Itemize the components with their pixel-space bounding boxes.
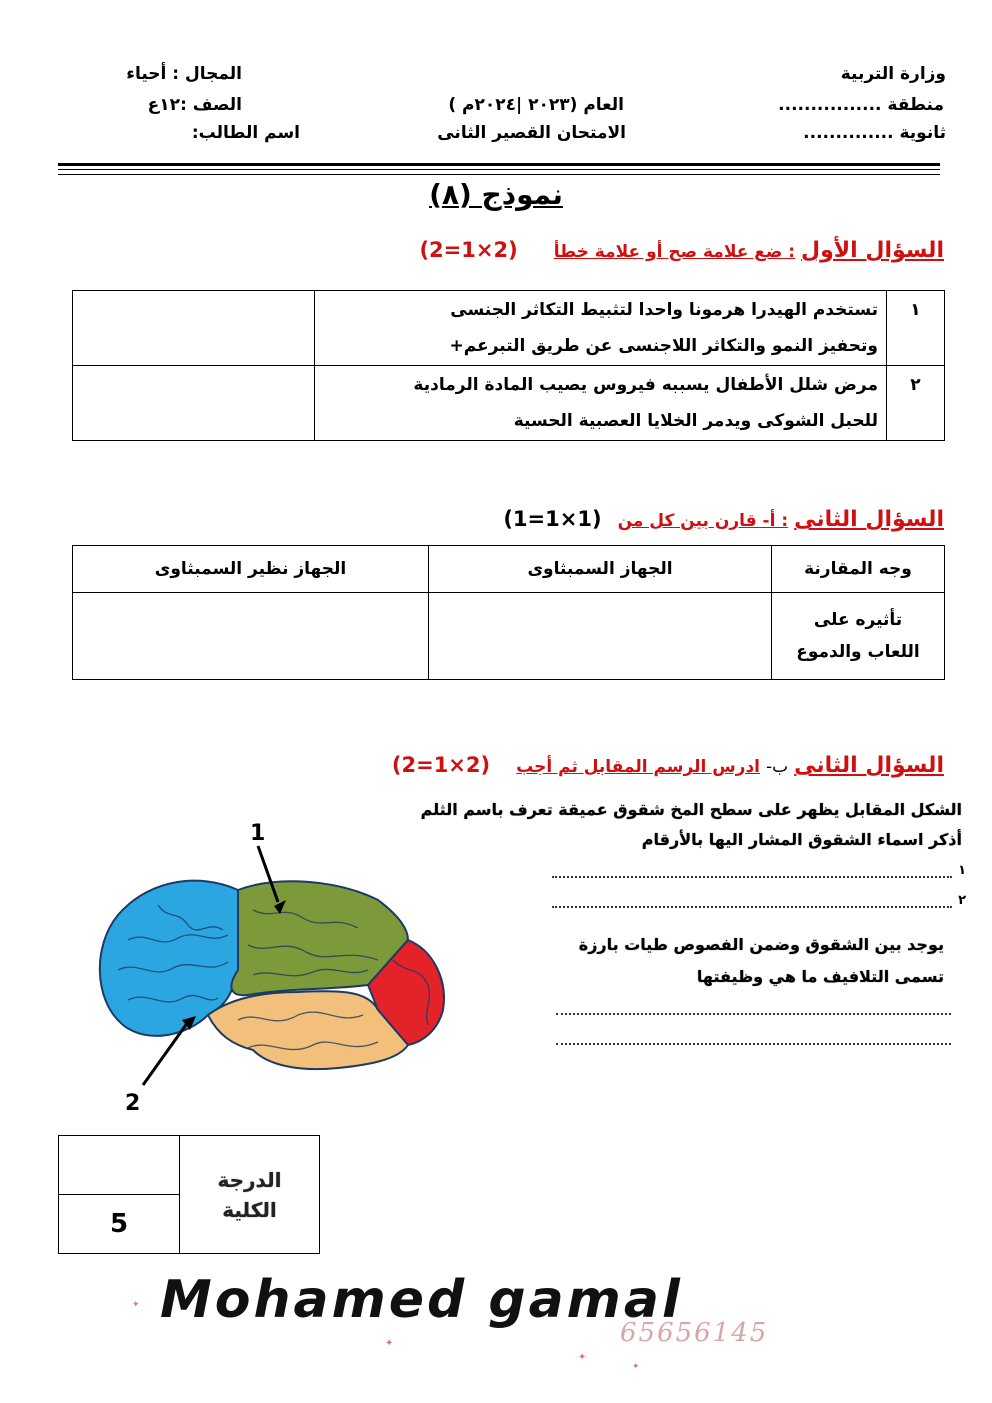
q2b-title: السؤال الثانى [794, 753, 944, 778]
table-row [73, 291, 945, 366]
grade-label: الصف :١٢ع [147, 95, 242, 115]
answer-cell[interactable] [73, 366, 315, 441]
grade-label-line: الكلية [222, 1197, 277, 1222]
row-label-line: اللعاب والدموع [796, 642, 920, 662]
comparison-table [72, 545, 945, 680]
statement-cell [315, 366, 887, 441]
q2b-text-1: الشكل المقابل يظهر على سطح المخ شقوق عميقة تعرف باسم الثلم [420, 800, 962, 819]
statement-line: وتحفيز النمو والتكاثر اللاجنسى عن طريق التبرعم+ [449, 336, 878, 356]
q2a-heading [503, 507, 944, 532]
q1-instruction: : ضع علامة صح أو علامة خطأ [553, 242, 796, 262]
table-row [73, 546, 945, 593]
brain-diagram [78, 810, 508, 1120]
school-label: ثانوية .............. [803, 123, 946, 143]
student-name-label: اسم الطالب: [191, 123, 300, 143]
grade-value: 5 [59, 1195, 180, 1254]
q2b-score: (2=1×2) [391, 753, 491, 777]
answer-cell[interactable] [73, 593, 429, 680]
row-label-cell [772, 593, 945, 680]
header-divider-thin [58, 169, 940, 170]
grade-box [58, 1135, 320, 1254]
q1-title: السؤال الأول [801, 238, 944, 263]
q2a-instruction: : أ- قارن بين كل من [617, 511, 789, 531]
header-divider [58, 163, 940, 166]
table-row [73, 366, 945, 441]
q1-table [72, 290, 945, 441]
q1-heading [419, 238, 944, 263]
q2b-prefix: ب- [766, 757, 789, 777]
answer-item-number: ٢ [958, 893, 966, 908]
model-title: نموذج (٨) [429, 178, 563, 211]
region-label: منطقة ................ [778, 95, 944, 115]
q2a-score: (1=1×1) [503, 507, 602, 531]
answer-line-4[interactable] [556, 1035, 951, 1045]
row-label-line: تأثيره على [813, 610, 903, 630]
header-cell: الجهاز السمبثاوى [429, 546, 772, 593]
grade-label-cell [180, 1136, 320, 1254]
header-divider-thin-2 [58, 174, 940, 175]
answer-item-number: ١ [958, 863, 966, 878]
q2b-text-4: تسمى التلافيف ما هي وظيفتها [696, 967, 944, 986]
diagram-label-1: 1 [250, 821, 266, 846]
q2b-instruction: ادرس الرسم المقابل ثم أجب [516, 757, 761, 777]
header-cell: وجه المقارنة [772, 546, 945, 593]
q1-score: (2=1×2) [419, 238, 518, 262]
exam-label: الامتحان القصير الثانى [437, 123, 626, 143]
q2b-text-2: أذكر اسماء الشقوق المشار اليها بالأرقام [641, 830, 962, 849]
answer-line-1[interactable] [552, 868, 952, 878]
statement-line: تستخدم الهيدرا هرمونا واحدا لتثبيط التكاثر الجنسى [450, 300, 878, 320]
answer-cell[interactable] [73, 291, 315, 366]
answer-line-2[interactable] [552, 898, 952, 908]
answer-cell[interactable] [429, 593, 772, 680]
ministry-label: وزارة التربية [840, 64, 946, 84]
statement-line: مرض شلل الأطفال يسببه فيروس يصيب المادة الرمادية [413, 375, 878, 395]
sparkle-icon: ✦ [578, 1352, 587, 1363]
sparkle-icon: ✦ [632, 1362, 640, 1372]
grade-label-line: الدرجة [217, 1167, 282, 1192]
sparkle-icon: ✦ [132, 1300, 140, 1310]
field-label: المجال : أحياء [126, 64, 242, 84]
table-row [73, 593, 945, 680]
answer-line-3[interactable] [556, 1005, 951, 1015]
q2b-text-3: يوجد بين الشقوق وضمن الفصوص طيات بارزة [578, 935, 944, 954]
diagram-label-2: 2 [125, 1091, 141, 1116]
year-label: العام (٢٠٢٣ |٢٠٢٤م ) [448, 95, 624, 115]
q2b-heading [392, 753, 944, 778]
sparkle-icon: ✦ [385, 1338, 394, 1349]
header-cell: الجهاز نظير السمبثاوى [73, 546, 429, 593]
statement-line: للحبل الشوكى ويدمر الخلايا العصبية الحسية [513, 411, 878, 431]
watermark-name: Mohamed gamal [160, 1270, 683, 1330]
grade-empty-cell [59, 1136, 180, 1195]
watermark-phone: 65656145 [620, 1318, 769, 1348]
q2a-title: السؤال الثانى [794, 507, 944, 532]
statement-cell [315, 291, 887, 366]
row-number: ٢ [887, 366, 945, 441]
row-number: ١ [887, 291, 945, 366]
